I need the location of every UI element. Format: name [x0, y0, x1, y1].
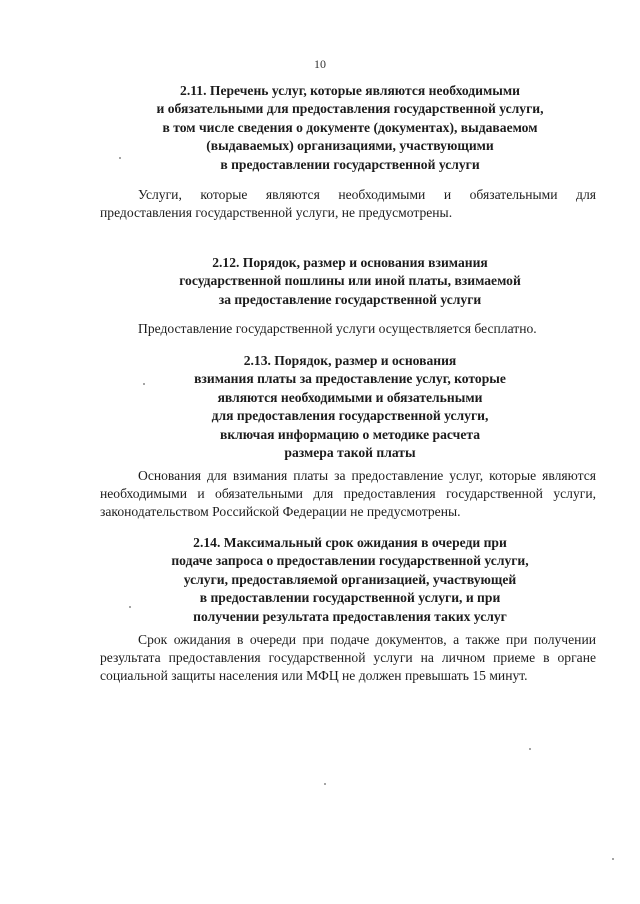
heading-line: 2.11. Перечень услуг, которые являются необходимыми [180, 83, 520, 98]
section-2-13-text [100, 467, 596, 522]
scan-speck [612, 858, 614, 860]
paragraph-line: Основания для взимания платы за предоставление услуг, которые являются [138, 468, 596, 483]
scan-speck [119, 157, 121, 159]
section-2-11-text [100, 186, 596, 222]
paragraph-line: Предоставление государственной услуги осуществляется бесплатно. [138, 321, 537, 336]
paragraph-line: Срок ожидания в очереди при подаче документов, а также при получении [138, 632, 596, 647]
heading-line: в предоставлении государственной услуги [220, 156, 480, 172]
heading-line: получении результата предоставления таких услуг [193, 608, 507, 624]
heading-line: в предоставлении государственной услуги, и при [199, 590, 501, 606]
paragraph-line: предоставления государственной услуги, не предусмотрены. [100, 205, 453, 221]
section-2-13-heading [90, 352, 610, 462]
scan-speck [143, 383, 145, 385]
page-number: 10 [314, 57, 326, 71]
section-2-12-heading [90, 254, 610, 309]
heading-line: (выдаваемых) организациями, участвующими [206, 138, 494, 154]
heading-line: 2.12. Порядок, размер и основания взимания [212, 255, 488, 270]
heading-line: 2.14. Максимальный срок ожидания в очереди при [193, 535, 507, 550]
heading-line: услуги, предоставляемой организацией, участвующей [183, 571, 517, 587]
heading-line: за предоставление государственной услуги [218, 291, 482, 307]
paragraph-line: Услуги, которые являются необходимыми и обязательными для [138, 187, 596, 202]
heading-line: подаче запроса о предоставлении государственной услуги, [171, 553, 529, 569]
heading-line: в том числе сведения о документе (документах), выдаваемом [162, 119, 538, 135]
heading-line: являются необходимыми и обязательными [217, 389, 483, 405]
section-2-12-text [100, 320, 596, 338]
scan-speck [129, 606, 131, 608]
heading-line: и обязательными для предоставления государственной услуги, [156, 101, 544, 117]
heading-line: для предоставления государственной услуги, [211, 408, 489, 424]
paragraph-line: результата предоставления государственной услуги на личном приеме в органе [100, 650, 596, 666]
heading-line: 2.13. Порядок, размер и основания [243, 353, 457, 368]
heading-line: включая информацию о методике расчета [219, 426, 480, 442]
heading-line: государственной пошлины или иной платы, взимаемой [179, 273, 521, 289]
section-2-14-text [100, 631, 596, 686]
paragraph-line: законодательством Российской Федерации не предусмотрены. [100, 504, 461, 520]
paragraph-line: социальной защиты населения или МФЦ не должен превышать 15 минут. [100, 668, 528, 684]
section-2-14-heading [90, 534, 610, 626]
scan-speck [529, 748, 531, 750]
section-2-11-heading [90, 82, 610, 174]
heading-line: взимания платы за предоставление услуг, которые [194, 371, 506, 387]
paragraph-line: необходимыми и обязательными для предоставления государственной услуги, [100, 486, 596, 502]
heading-line: размера такой платы [284, 445, 416, 461]
scan-speck [324, 783, 326, 785]
